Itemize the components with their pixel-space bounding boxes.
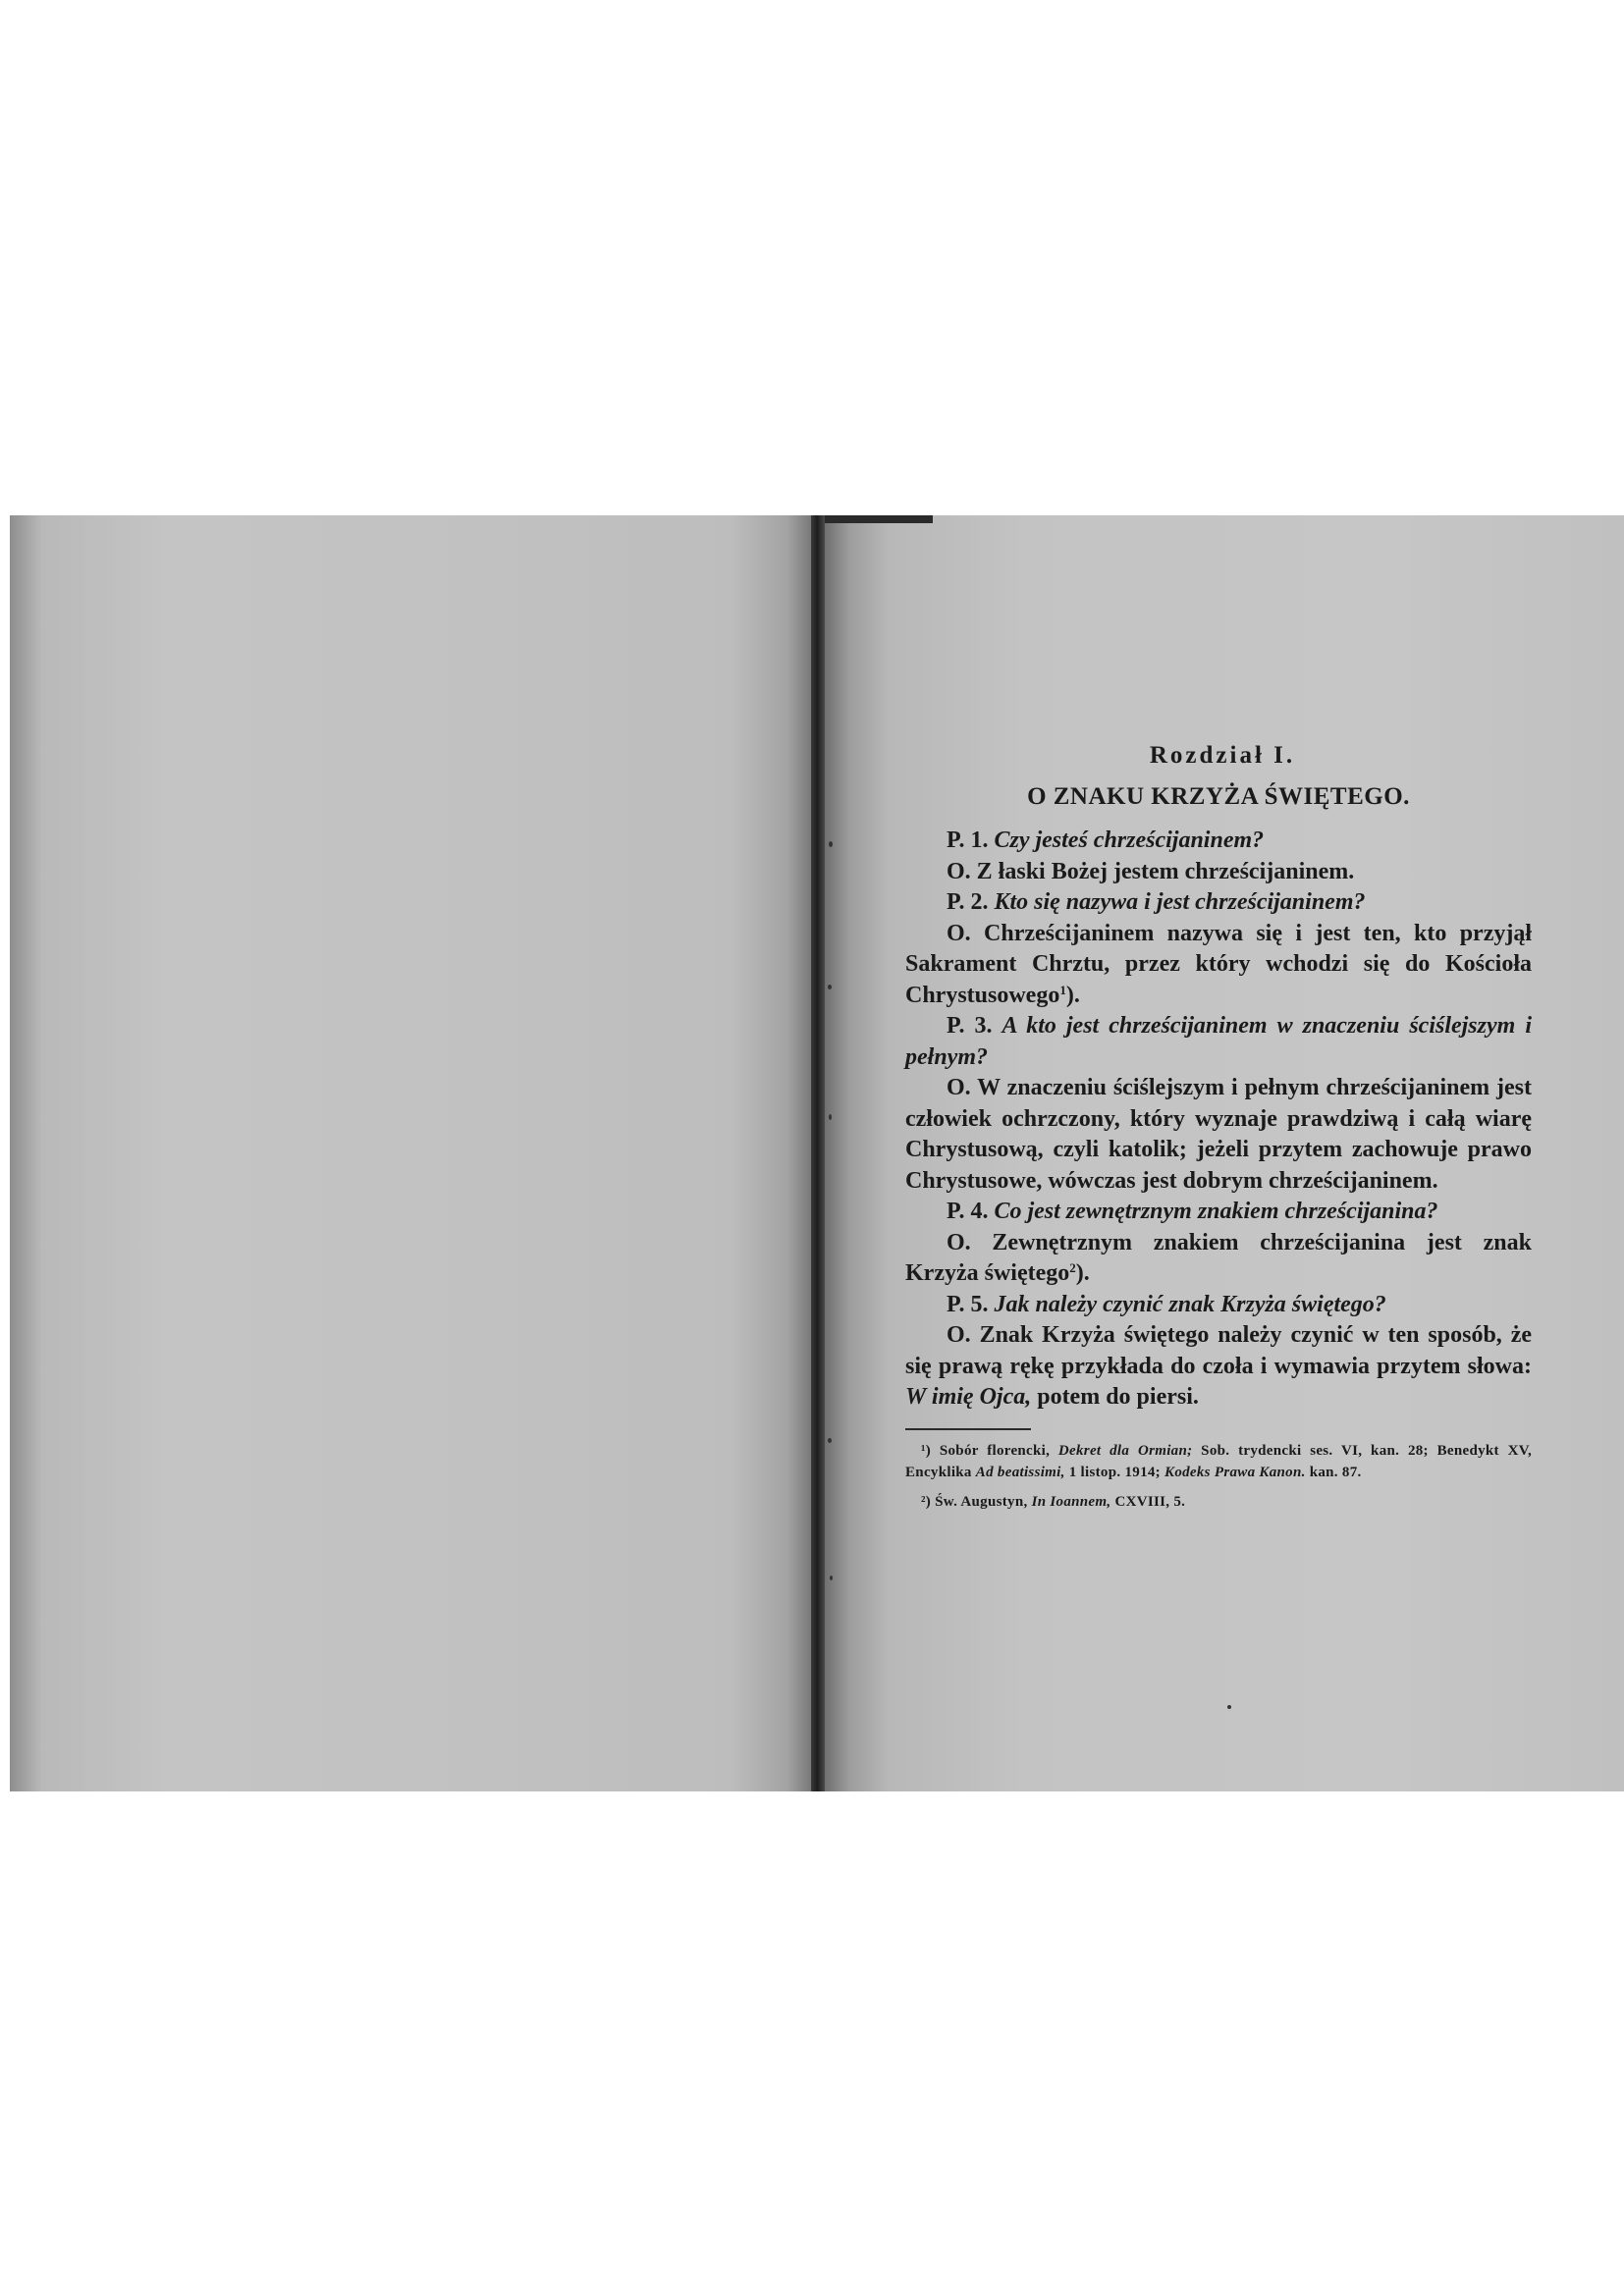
question [905,1290,1532,1321]
print-speck [829,1114,832,1120]
footnote-text: In Ioannem, [1031,1493,1111,1510]
footnote-mark: ²) [921,1493,936,1510]
book-gutter [811,515,825,1791]
answer-emphasis: W imię Ojca, [905,1384,1032,1410]
print-speck [828,985,832,989]
footnote-ref: 1 [1059,982,1066,997]
answer-text: Znak Krzyża świętego należy czynić w ten sposób, że się prawą rękę przykłada do czoła i wymawia przytem słowa: [905,1322,1533,1379]
question-label: P. 5. [947,1291,995,1317]
chapter-title: O ZNAKU KRZYŻA ŚWIĘTEGO. [1027,783,1410,810]
question [905,826,1532,857]
question-label: P. 4. [947,1199,995,1224]
footnote-text: CXVIII, 5. [1110,1493,1186,1510]
answer-text: Zewnętrznym znakiem chrześcijanina jest znak Krzyża świętego [905,1229,1532,1286]
footnotes [905,1440,1532,1513]
book-spread [10,515,1624,1791]
footnote [905,1491,1532,1513]
question [905,887,1532,919]
print-speck [829,841,833,847]
footnote-text: kan. 87. [1305,1464,1362,1480]
print-speck [828,1438,832,1443]
footnote-text: Sobór florencki, [939,1442,1058,1459]
question-text: A kto jest chrześcijaninem w znaczeniu ściślejszym i pełnym? [905,1013,1532,1070]
footnote-mark: ¹) [921,1442,940,1459]
answer-label: O. [947,1229,993,1255]
answer-text: Chrześcijaninem nazywa się i jest ten, kto przyjął Sakrament Chrztu, przez który wchodzi się do Kościoła Chrystusowego [905,920,1532,1008]
answer-text: W znaczeniu ściślejszym i pełnym chrześcijaninem jest człowiek ochrzczony, który wyznaje prawdziwą i całą wiarę Chrystusową, czyli katolik; jeżeli przytem zachowuje prawo Chrystusowe, wówczas jest dobrym chrześcijaninem. [905,1075,1533,1194]
answer-tail: potem do piersi. [1031,1384,1199,1410]
answer-text: Z łaski Bożej jestem chrześcijaninem. [976,858,1355,884]
footnote-text: Ad beatissimi, [975,1464,1065,1480]
footnote-text: Św. Augustyn, [935,1493,1032,1510]
print-speck [830,1575,833,1580]
footnote [905,1440,1532,1483]
question-text: Kto się nazywa i jest chrześcijaninem? [994,889,1366,915]
question [905,1197,1532,1228]
answer [905,1320,1532,1414]
answer [905,857,1532,888]
answer-label: O. [947,920,985,946]
footnote-text: Kodeks Prawa Kanon. [1164,1464,1306,1480]
footnote-text: 1 listop. 1914; [1064,1464,1165,1480]
footnote-text: Sob. trydencki ses. VI, kan. 28; Benedykt XV, Encyklika [905,1442,1532,1480]
answer-tail: ). [1065,982,1080,1008]
print-speck [1227,1705,1231,1709]
footnote-rule [905,1428,1031,1430]
left-page-blank [10,515,811,1791]
question-label: P. 3. [947,1013,1002,1039]
page-text [905,739,1532,1521]
page-edge-shadow [825,515,933,523]
question-label: P. 1. [947,828,995,853]
right-page [825,515,1624,1791]
answer-label: O. [947,858,977,884]
answer-tail: ). [1075,1260,1090,1286]
answer-label: O. [947,1075,978,1100]
question-text: Co jest zewnętrznym znakiem chrześcijanina? [994,1199,1438,1224]
chapter-label: Rozdział I. [1149,742,1296,769]
footnote-text: Dekret dla Ormian; [1057,1442,1193,1459]
answer [905,1228,1532,1290]
answer [905,919,1532,1012]
question-text: Czy jesteś chrześcijaninem? [994,828,1265,853]
catechism-qa-list [905,826,1532,1414]
question-label: P. 2. [947,889,995,915]
question-text: Jak należy czynić znak Krzyża świętego? [994,1291,1386,1317]
footnote-ref: 2 [1069,1260,1076,1275]
answer-label: O. [947,1322,980,1348]
answer [905,1073,1532,1197]
question [905,1011,1532,1073]
